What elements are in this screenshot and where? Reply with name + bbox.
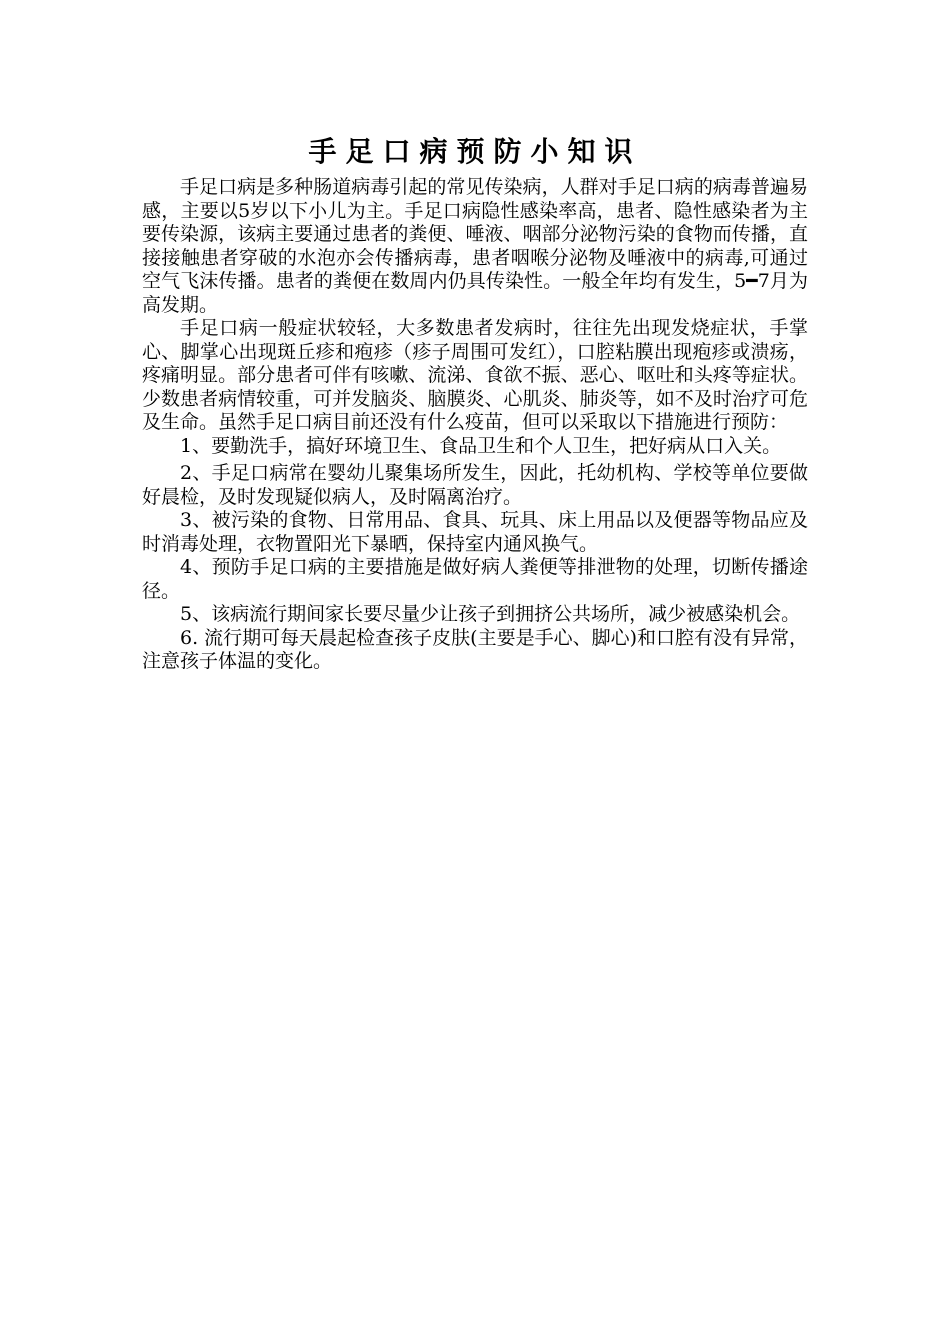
prevention-item-6: 6. 流行期可每天晨起检查孩子皮肤(主要是手心、脚心)和口腔有没有异常，注意孩子体温的变化。 <box>142 626 808 672</box>
prevention-item-4: 4、预防手足口病的主要措施是做好病人粪便等排泄物的处理，切断传播途径。 <box>142 556 808 602</box>
prevention-item-2: 2、手足口病常在婴幼儿聚集场所发生，因此，托幼机构、学校等单位要做好晨检，及时发现疑似病人，及时隔离治疗。 <box>142 462 808 508</box>
prevention-item-5: 5、该病流行期间家长要尽量少让孩子到拥挤公共场所，减少被感染机会。 <box>180 603 801 625</box>
paragraph-overview: 手足口病是多种肠道病毒引起的常见传染病，人群对手足口病的病毒普遍易感，主要以5岁以下小儿为主。手足口病隐性感染率高，患者、隐性感染者为主要传染源，该病主要通过患者的粪便、唾液、咽部分泌物污染的食物而传播，直接接触患者穿破的水泡亦会传播病毒，患者咽喉分泌物及唾液中的病毒,可通过空气飞沫传播。患者的粪便在数周内仍具传染性。一般全年均有发生，5━7月为高发期。 <box>142 176 808 316</box>
prevention-item-1: 1、要勤洗手，搞好环境卫生、食品卫生和个人卫生，把好病从口入关。 <box>180 434 782 457</box>
paragraph-symptoms: 手足口病一般症状较轻，大多数患者发病时，往往先出现发烧症状，手掌心、脚掌心出现斑丘疹和疱疹（疹子周围可发红），口腔粘膜出现疱疹或溃疡，疼痛明显。部分患者可伴有咳嗽、流涕、食欲不振、恶心、呕吐和头疼等症状。少数患者病情较重，可并发脑炎、脑膜炎、心肌炎、肺炎等，如不及时治疗可危及生命。虽然手足口病目前还没有什么疫苗，但可以采取以下措施进行预防： <box>142 317 808 433</box>
document-body <box>142 176 808 674</box>
prevention-item-3: 3、被污染的食物、日常用品、食具、玩具、床上用品以及便器等物品应及时消毒处理，衣物置阳光下暴晒，保持室内通风换气。 <box>142 509 808 555</box>
document-title: 手足口病预防小知识 <box>308 135 642 168</box>
